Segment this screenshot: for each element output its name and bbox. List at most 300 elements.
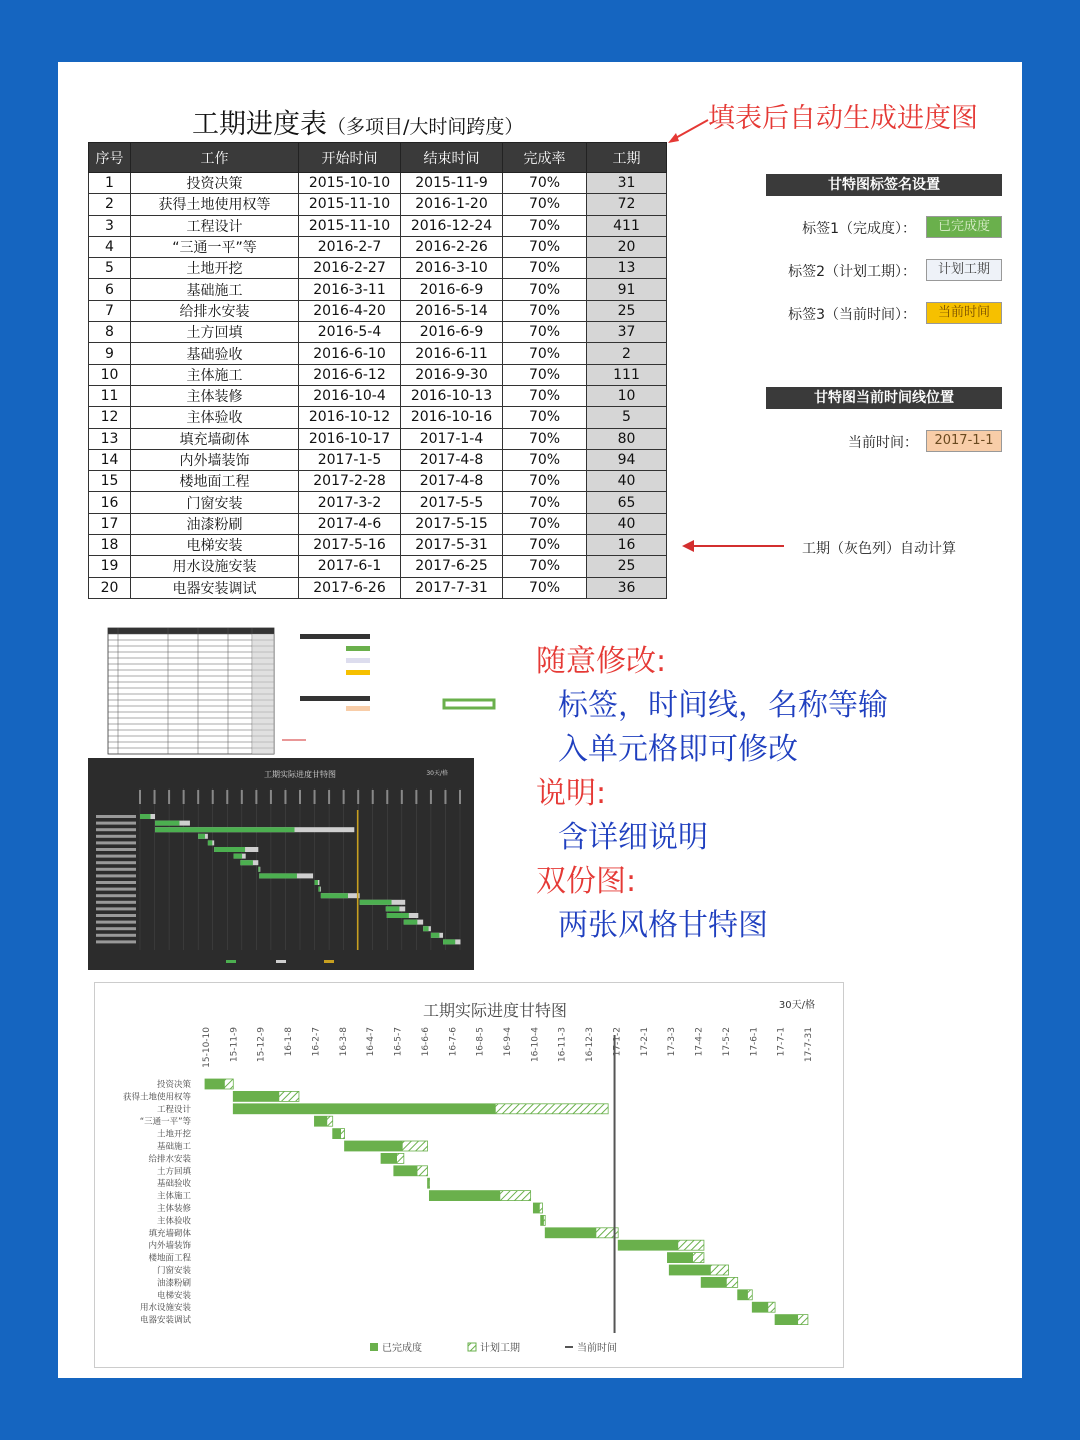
table-cell[interactable]: 18 <box>89 535 131 556</box>
table-cell[interactable]: 7 <box>89 300 131 321</box>
completed-bar <box>258 867 259 872</box>
table-cell[interactable]: 5 <box>587 407 667 428</box>
table-cell[interactable]: 70% <box>503 492 587 513</box>
task-label: 基础施工 <box>156 1142 191 1152</box>
table-cell[interactable]: 70% <box>503 322 587 343</box>
table-cell[interactable]: 70% <box>503 343 587 364</box>
table-cell[interactable]: 70% <box>503 279 587 300</box>
table-cell[interactable]: 36 <box>587 577 667 598</box>
label1-cell[interactable]: 已完成度 <box>926 216 1002 238</box>
label3-cell[interactable]: 当前时间 <box>926 302 1002 324</box>
table-cell[interactable]: 13 <box>587 258 667 279</box>
table-cell[interactable]: 2017-5-5 <box>401 492 503 513</box>
table-cell[interactable]: 2016-3-10 <box>401 258 503 279</box>
task-label-mark <box>96 901 136 904</box>
x-tick-label: 17-6-1 <box>749 1027 760 1057</box>
table-cell[interactable]: 20 <box>587 236 667 257</box>
tick-mark <box>226 790 228 804</box>
table-row <box>89 449 667 470</box>
table-cell[interactable]: 15 <box>89 471 131 492</box>
task-label-mark <box>96 907 136 910</box>
table-cell[interactable]: 2016-1-20 <box>401 194 503 215</box>
table-cell[interactable]: 1 <box>89 173 131 194</box>
tick-mark <box>299 790 301 804</box>
x-tick-label: 15-12-9 <box>256 1027 267 1063</box>
x-tick-label: 16-9-4 <box>503 1027 513 1057</box>
table-cell[interactable]: 37 <box>587 322 667 343</box>
promo-line7: 两张风格甘特图 <box>558 908 768 943</box>
table-cell[interactable]: 70% <box>503 556 587 577</box>
completed-bar <box>428 1178 429 1188</box>
completed-bar <box>533 1203 539 1213</box>
table-cell[interactable]: 14 <box>89 449 131 470</box>
dark-scale-note: 30天/格 <box>426 770 448 777</box>
table-row <box>89 279 667 300</box>
table-cell[interactable]: 工程设计 <box>131 215 299 236</box>
table-cell[interactable]: 2016-12-24 <box>401 215 503 236</box>
x-tick-label: 16-4-7 <box>366 1027 377 1057</box>
table-row <box>89 556 667 577</box>
dark-legend-current <box>324 960 334 963</box>
light-gantt-chart <box>94 982 844 1368</box>
table-cell[interactable]: 土方回填 <box>131 322 299 343</box>
table-cell[interactable]: 2016-10-13 <box>401 385 503 406</box>
table-cell[interactable]: 8 <box>89 322 131 343</box>
dark-legend-completed <box>226 960 236 963</box>
table-cell[interactable]: 111 <box>587 364 667 385</box>
table-cell[interactable]: 门窗安装 <box>131 492 299 513</box>
table-cell[interactable]: 2016-4-20 <box>299 300 401 321</box>
table-cell[interactable]: 2015-11-10 <box>299 194 401 215</box>
task-label: 主体装修 <box>156 1204 191 1214</box>
table-cell[interactable]: 2016-2-7 <box>299 236 401 257</box>
x-tick-label: 16-8-5 <box>475 1027 486 1057</box>
promo-text <box>536 640 888 948</box>
table-cell[interactable]: 基础施工 <box>131 279 299 300</box>
task-label: 油漆粉刷 <box>156 1278 191 1289</box>
table-cell[interactable]: 给排水安装 <box>131 300 299 321</box>
task-label: 土方回填 <box>156 1166 191 1177</box>
x-tick-label: 17-3-3 <box>667 1027 678 1057</box>
table-cell[interactable]: 2017-2-28 <box>299 471 401 492</box>
table-cell[interactable]: 40 <box>587 513 667 534</box>
tick-mark <box>314 790 316 804</box>
label-settings-header: 甘特图标签名设置 <box>766 174 1002 196</box>
table-cell[interactable]: 2016-3-11 <box>299 279 401 300</box>
table-cell[interactable]: 2016-9-30 <box>401 364 503 385</box>
task-label: 填充墙砌体 <box>148 1228 191 1239</box>
tick-mark <box>168 790 170 804</box>
completed-bar <box>669 1265 711 1275</box>
thumb-chip4 <box>346 706 370 711</box>
table-cell[interactable]: 70% <box>503 364 587 385</box>
promo-line1: 随意修改: <box>536 644 667 679</box>
table-cell[interactable]: 80 <box>587 428 667 449</box>
x-tick-label: 16-2-7 <box>311 1027 322 1057</box>
table-cell[interactable]: 70% <box>503 236 587 257</box>
task-label-mark <box>96 868 136 871</box>
table-cell[interactable]: 25 <box>587 300 667 321</box>
completed-bar <box>423 926 428 931</box>
table-cell[interactable]: 70% <box>503 173 587 194</box>
table-row <box>89 407 667 428</box>
task-label-mark <box>96 828 136 831</box>
completed-bar <box>545 1228 596 1238</box>
column-header: 开始时间 <box>299 143 401 173</box>
table-cell[interactable]: 内外墙装饰 <box>131 449 299 470</box>
task-label-mark <box>96 894 136 897</box>
table-cell[interactable]: 2016-10-12 <box>299 407 401 428</box>
table-cell[interactable]: 2017-5-15 <box>401 513 503 534</box>
table-cell[interactable]: 2016-10-16 <box>401 407 503 428</box>
sheet-thumbnail <box>106 618 376 756</box>
dark-chart-title: 工期实际进度甘特图 <box>264 770 336 779</box>
table-cell[interactable]: 2016-6-9 <box>401 322 503 343</box>
tick-mark <box>415 790 417 804</box>
table-row <box>89 535 667 556</box>
table-cell[interactable]: 电器安装调试 <box>131 577 299 598</box>
schedule-table <box>88 142 667 599</box>
completed-bar <box>259 873 297 878</box>
task-label-mark <box>96 848 136 851</box>
table-cell[interactable]: 填充墙砌体 <box>131 428 299 449</box>
task-label: 获得土地使用权等 <box>122 1092 191 1103</box>
promo-line6: 双份图: <box>536 864 637 899</box>
table-cell[interactable]: 70% <box>503 471 587 492</box>
completed-bar <box>315 880 318 885</box>
task-label-mark <box>96 822 136 825</box>
table-cell[interactable]: 2016-10-17 <box>299 428 401 449</box>
table-cell[interactable]: 10 <box>587 385 667 406</box>
task-label-mark <box>96 888 136 891</box>
column-header: 完成率 <box>503 143 587 173</box>
table-cell[interactable]: 2015-10-10 <box>299 173 401 194</box>
table-cell[interactable]: 2017-7-31 <box>401 577 503 598</box>
completed-bar <box>752 1302 768 1312</box>
table-cell[interactable]: 70% <box>503 215 587 236</box>
table-cell[interactable]: 2017-6-25 <box>401 556 503 577</box>
table-cell[interactable]: 2016-6-9 <box>401 279 503 300</box>
table-cell[interactable]: 2 <box>89 194 131 215</box>
table-cell[interactable]: 2016-10-4 <box>299 385 401 406</box>
table-cell[interactable]: 2016-2-26 <box>401 236 503 257</box>
table-row <box>89 236 667 257</box>
thumb-panel2 <box>300 696 370 701</box>
x-tick-label: 17-4-2 <box>694 1027 705 1057</box>
task-label-mark <box>96 927 136 930</box>
dark-legend-planned <box>276 960 286 963</box>
table-cell[interactable]: 4 <box>89 236 131 257</box>
completed-bar <box>233 1104 495 1114</box>
timeline-header: 甘特图当前时间线位置 <box>766 387 1002 409</box>
completed-bar <box>775 1315 798 1325</box>
table-cell[interactable]: 土地开挖 <box>131 258 299 279</box>
table-row <box>89 300 667 321</box>
table-row <box>89 258 667 279</box>
x-tick-label: 16-7-6 <box>448 1027 459 1057</box>
task-label: 基础验收 <box>156 1179 191 1190</box>
task-label-mark <box>96 861 136 864</box>
task-label: 电梯安装 <box>156 1290 191 1301</box>
table-cell[interactable]: 2017-4-6 <box>299 513 401 534</box>
task-label-mark <box>96 914 136 917</box>
thumb-panel1 <box>300 634 370 639</box>
x-tick-label: 16-11-3 <box>557 1027 568 1063</box>
task-label: 电器安装调试 <box>139 1315 191 1326</box>
label2-caption: 标签2（计划工期）： <box>788 264 916 280</box>
task-label: 工程设计 <box>156 1104 191 1115</box>
legend-planned-swatch <box>468 1343 476 1351</box>
table-cell[interactable]: 40 <box>587 471 667 492</box>
table-row <box>89 471 667 492</box>
table-row <box>89 492 667 513</box>
table-cell[interactable]: 主体验收 <box>131 407 299 428</box>
table-cell[interactable]: 2016-2-27 <box>299 258 401 279</box>
task-label: 门窗安装 <box>156 1266 191 1276</box>
x-tick-label: 16-12-3 <box>585 1027 596 1063</box>
completed-bar <box>234 854 242 859</box>
tick-mark <box>372 790 374 804</box>
table-cell[interactable]: 2 <box>587 343 667 364</box>
table-cell[interactable]: 91 <box>587 279 667 300</box>
tick-mark <box>241 790 243 804</box>
x-tick-label: 16-6-6 <box>420 1027 431 1057</box>
current-time-cell[interactable]: 2017-1-1 <box>926 430 1002 452</box>
completed-bar <box>314 1116 327 1126</box>
completed-bar <box>394 1166 418 1176</box>
task-label: 土地开挖 <box>156 1129 191 1140</box>
x-tick-label: 15-11-9 <box>229 1027 240 1063</box>
task-label-mark <box>96 841 136 844</box>
table-cell[interactable]: 10 <box>89 364 131 385</box>
x-tick-label: 16-3-8 <box>338 1027 349 1057</box>
task-label: 主体验收 <box>156 1216 191 1227</box>
table-cell[interactable]: 2016-5-4 <box>299 322 401 343</box>
task-label-mark <box>96 940 136 943</box>
x-tick-label: 17-1-2 <box>612 1027 623 1057</box>
arrow-icon <box>664 116 712 146</box>
scale-note: 30天/格 <box>778 1000 815 1011</box>
table-cell[interactable]: “三通一平”等 <box>131 236 299 257</box>
task-label: 投资决策 <box>156 1080 191 1090</box>
legend-completed-swatch <box>370 1343 378 1351</box>
table-cell[interactable]: 2017-5-16 <box>299 535 401 556</box>
table-cell[interactable]: 楼地面工程 <box>131 471 299 492</box>
table-cell[interactable]: 投资决策 <box>131 173 299 194</box>
table-cell[interactable]: 12 <box>89 407 131 428</box>
table-cell[interactable]: 70% <box>503 258 587 279</box>
label2-cell[interactable]: 计划工期 <box>926 259 1002 281</box>
x-tick-label: 17-7-1 <box>776 1027 787 1057</box>
table-cell[interactable]: 基础验收 <box>131 343 299 364</box>
x-tick-label: 16-10-4 <box>530 1027 541 1063</box>
table-cell[interactable]: 17 <box>89 513 131 534</box>
task-label-mark <box>96 815 136 818</box>
table-cell[interactable]: 411 <box>587 215 667 236</box>
table-cell[interactable]: 5 <box>89 258 131 279</box>
tick-mark <box>255 790 257 804</box>
table-cell[interactable]: 70% <box>503 194 587 215</box>
completed-bar <box>155 821 179 826</box>
table-cell[interactable]: 70% <box>503 577 587 598</box>
label1-caption: 标签1（完成度）： <box>802 221 916 237</box>
completed-bar <box>443 939 455 944</box>
table-cell[interactable]: 获得土地使用权等 <box>131 194 299 215</box>
table-cell[interactable]: 2015-11-10 <box>299 215 401 236</box>
table-row <box>89 364 667 385</box>
table-cell[interactable]: 2015-11-9 <box>401 173 503 194</box>
table-cell[interactable]: 70% <box>503 300 587 321</box>
table-cell[interactable]: 2017-5-31 <box>401 535 503 556</box>
x-tick-label: 15-10-10 <box>202 1027 212 1068</box>
table-cell[interactable]: 70% <box>503 385 587 406</box>
table-cell[interactable]: 70% <box>503 513 587 534</box>
completed-bar <box>381 1153 397 1163</box>
tick-mark <box>430 790 432 804</box>
x-tick-label: 17-2-1 <box>639 1027 650 1057</box>
page-subtitle: （多项目/大时间跨度） <box>327 116 524 138</box>
table-cell[interactable]: 3 <box>89 215 131 236</box>
completed-bar <box>233 1091 279 1101</box>
table-cell[interactable]: 2017-3-2 <box>299 492 401 513</box>
legend-completed: 已完成度 <box>382 1343 422 1354</box>
table-cell[interactable]: 电梯安装 <box>131 535 299 556</box>
x-tick-label: 16-5-7 <box>393 1027 404 1057</box>
completed-bar <box>155 827 294 832</box>
table-cell[interactable]: 用水设施安装 <box>131 556 299 577</box>
table-cell[interactable]: 94 <box>587 449 667 470</box>
annotation-autogen: 填表后自动生成进度图 <box>708 103 978 134</box>
task-label-mark <box>96 855 136 858</box>
table-row <box>89 428 667 449</box>
completed-bar <box>386 906 400 911</box>
task-label: 主体施工 <box>156 1191 191 1202</box>
table-cell[interactable]: 70% <box>503 428 587 449</box>
table-cell[interactable]: 2017-4-8 <box>401 471 503 492</box>
table-cell[interactable]: 70% <box>503 449 587 470</box>
task-label-mark <box>96 921 136 924</box>
table-cell[interactable]: 31 <box>587 173 667 194</box>
table-cell[interactable]: 16 <box>89 492 131 513</box>
task-label-mark <box>96 881 136 884</box>
completed-bar <box>208 840 212 845</box>
completed-bar <box>387 913 409 918</box>
task-label-mark <box>96 874 136 877</box>
tick-mark <box>154 790 156 804</box>
completed-bar <box>429 1191 500 1201</box>
table-row <box>89 173 667 194</box>
table-cell[interactable]: 19 <box>89 556 131 577</box>
table-row <box>89 322 667 343</box>
x-tick-label: 16-1-8 <box>284 1027 295 1057</box>
table-cell[interactable]: 13 <box>89 428 131 449</box>
connector-icon <box>442 698 498 712</box>
table-cell[interactable]: 2017-6-1 <box>299 556 401 577</box>
table-cell[interactable]: 2016-6-11 <box>401 343 503 364</box>
task-label-mark <box>96 835 136 838</box>
table-row <box>89 343 667 364</box>
table-cell[interactable]: 72 <box>587 194 667 215</box>
left-arrow-icon <box>680 538 788 554</box>
task-label: “三通一平”等 <box>139 1117 191 1128</box>
label3-caption: 标签3（当前时间）： <box>788 307 916 323</box>
dark-gantt-chart <box>88 758 474 970</box>
promo-line4: 说明: <box>536 776 607 811</box>
table-row <box>89 385 667 406</box>
completed-bar <box>240 860 253 865</box>
table-cell[interactable]: 2017-6-26 <box>299 577 401 598</box>
chart-title: 工期实际进度甘特图 <box>422 1001 568 1020</box>
x-tick-label: 17-7-31 <box>804 1027 814 1063</box>
tick-mark <box>401 790 403 804</box>
legend-planned: 计划工期 <box>480 1343 520 1354</box>
task-label: 内外墙装饰 <box>148 1241 191 1252</box>
tick-mark <box>270 790 272 804</box>
table-cell[interactable]: 2017-4-8 <box>401 449 503 470</box>
completed-bar <box>321 893 348 898</box>
thumb-chip2 <box>346 658 370 663</box>
column-header: 序号 <box>89 143 131 173</box>
completed-bar <box>541 1215 544 1225</box>
completed-bar <box>404 920 418 925</box>
promo-line3: 入单元格即可修改 <box>558 732 798 767</box>
column-header: 工期 <box>587 143 667 173</box>
table-cell[interactable]: 20 <box>89 577 131 598</box>
table-cell[interactable]: 70% <box>503 407 587 428</box>
table-cell[interactable]: 主体施工 <box>131 364 299 385</box>
duration-note: 工期（灰色列）自动计算 <box>802 541 956 557</box>
thumb-header-row <box>108 628 274 634</box>
table-cell[interactable]: 9 <box>89 343 131 364</box>
thumb-table <box>108 628 274 754</box>
task-label: 楼地面工程 <box>148 1253 191 1264</box>
table-cell[interactable]: 2016-6-12 <box>299 364 401 385</box>
table-cell[interactable]: 主体装修 <box>131 385 299 406</box>
table-cell[interactable]: 2016-5-14 <box>401 300 503 321</box>
table-cell[interactable]: 11 <box>89 385 131 406</box>
table-cell[interactable]: 25 <box>587 556 667 577</box>
table-cell[interactable]: 2017-1-5 <box>299 449 401 470</box>
current-time-label: 当前时间： <box>848 435 918 451</box>
legend-current: 当前时间 <box>577 1343 617 1354</box>
completed-bar <box>205 1079 225 1089</box>
completed-bar <box>198 834 205 839</box>
table-cell[interactable]: 65 <box>587 492 667 513</box>
thumb-duration-col <box>252 634 274 754</box>
table-cell[interactable]: 70% <box>503 535 587 556</box>
table-cell[interactable]: 16 <box>587 535 667 556</box>
promo-line2: 标签，时间线，名称等输 <box>558 688 888 723</box>
completed-bar <box>140 814 151 819</box>
thumb-chip3 <box>346 670 370 675</box>
tick-mark <box>459 790 461 804</box>
tick-mark <box>197 790 199 804</box>
table-row <box>89 513 667 534</box>
table-row <box>89 194 667 215</box>
task-label: 用水设施安装 <box>139 1303 191 1314</box>
completed-bar <box>618 1240 678 1250</box>
completed-bar <box>318 887 320 892</box>
table-cell[interactable]: 2017-1-4 <box>401 428 503 449</box>
completed-bar <box>214 847 245 852</box>
tick-mark <box>183 790 185 804</box>
table-row <box>89 577 667 598</box>
column-header: 结束时间 <box>401 143 503 173</box>
table-cell[interactable]: 油漆粉刷 <box>131 513 299 534</box>
table-cell[interactable]: 2016-6-10 <box>299 343 401 364</box>
tick-mark <box>328 790 330 804</box>
table-cell[interactable]: 6 <box>89 279 131 300</box>
